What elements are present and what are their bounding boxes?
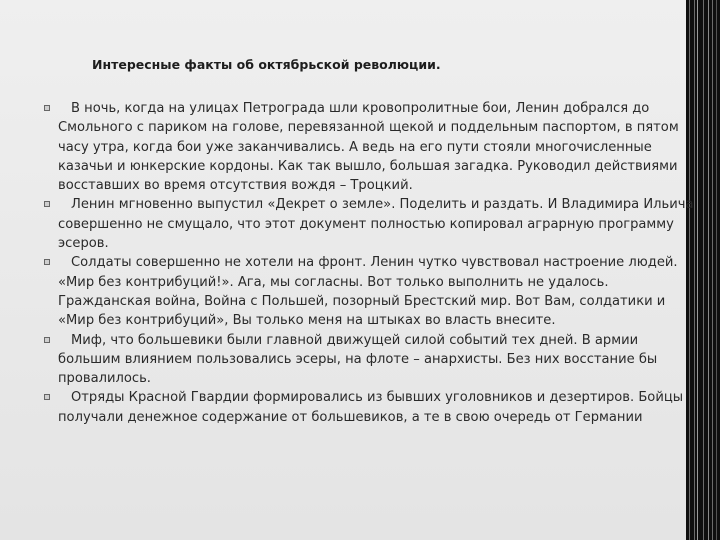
list-item-text: Солдаты совершенно не хотели на фронт. Ленин чутко чувствовал настроение людей. «Мир без контрибуций!». Ага, мы согласны. Вот только выполнить не удалось. Гражданская война, Война с Польшей, позорный Брестский мир. Вот Вам, солдатики и «Мир без контрибуций», Вы только меня на штыках во власть внесите. [58, 255, 678, 329]
list-item [44, 253, 694, 330]
list-item-text: В ночь, когда на улицах Петрограда шли кровопролитные бои, Ленин добрался до Смольного с париком на голове, перевязанной щекой и поддельным паспортом, в пятом часу утра, когда бои уже заканчивались. А ведь на его пути стояли многочисленные казачьи и юнкерские кордоны. Как так вышло, большая загадка. Руководил действиями восставших во время отсутствия вождя – Троцкий. [58, 101, 679, 194]
square-bullet-icon [44, 337, 50, 343]
bullet-list [44, 99, 694, 427]
list-item-text: Миф, что большевики были главной движущей силой событий тех дней. В армии большим влиянием пользовались эсеры, на флоте – анархисты. Без них восстание бы провалилось. [58, 332, 658, 387]
list-item [44, 99, 694, 195]
slide-title: Интересные факты об октябрьской революции. [92, 57, 441, 72]
square-bullet-icon [44, 105, 50, 111]
list-item-text: Ленин мгновенно выпустил «Декрет о земле». Поделить и раздать. И Владимира Ильича совершенно не смущало, что этот документ полностью копировал аграрную программу эсеров. [58, 197, 694, 252]
square-bullet-icon [44, 201, 50, 207]
list-item [44, 195, 694, 253]
list-item-text: Отряды Красной Гвардии формировались из бывших уголовников и дезертиров. Бойцы получали денежное содержание от большевиков, а те в свою очередь от Германии [58, 390, 684, 425]
list-item [44, 388, 694, 427]
square-bullet-icon [44, 259, 50, 265]
square-bullet-icon [44, 394, 50, 400]
list-item [44, 331, 694, 389]
